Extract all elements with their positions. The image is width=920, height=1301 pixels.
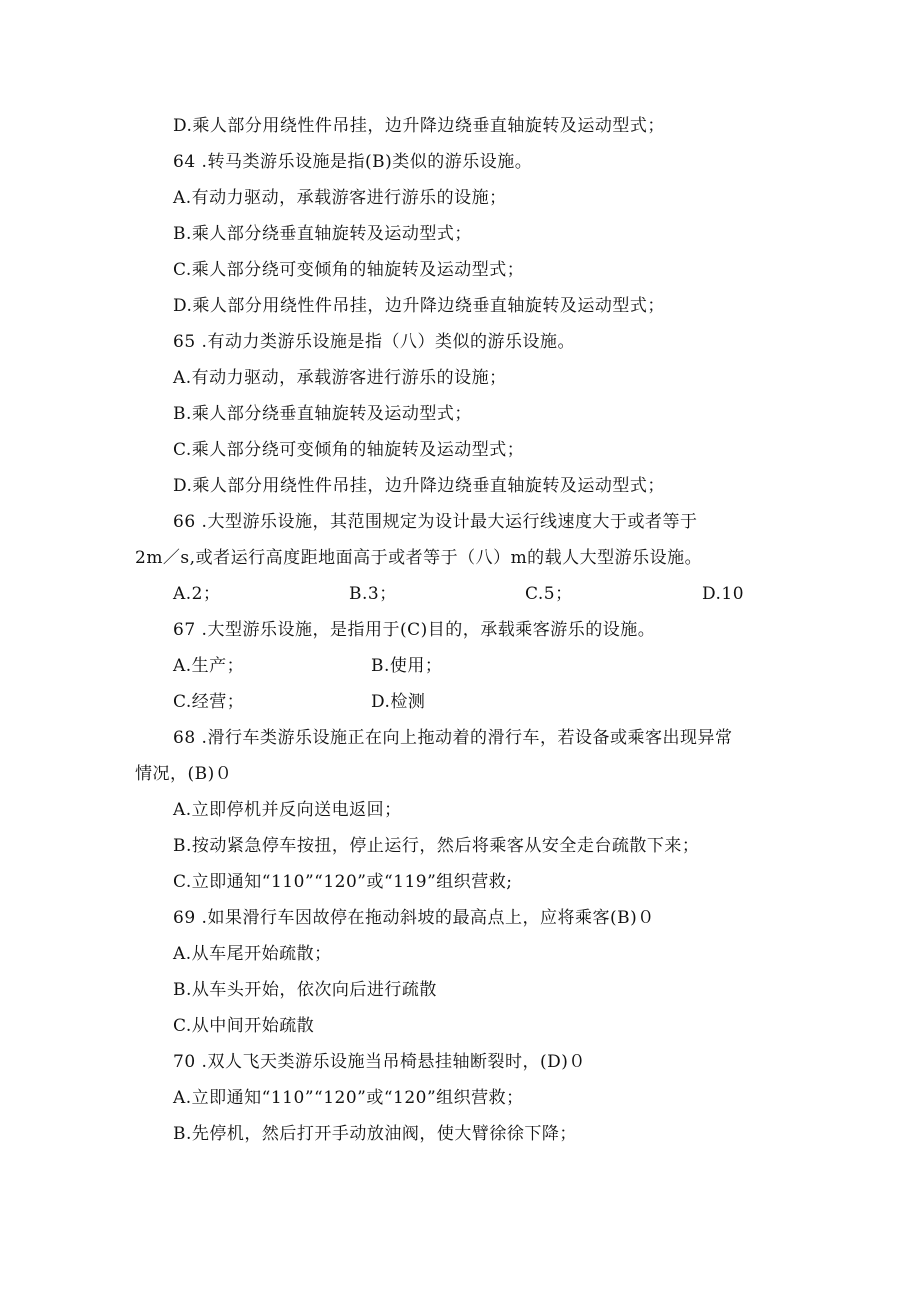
text-line: B.按动紧急停车按扭，停止运行，然后将乘客从安全走台疏散下来； (173, 836, 700, 856)
text-line: C.从中间开始疏散 (173, 1016, 315, 1036)
q67-option-d: D.检测 (371, 692, 426, 712)
question-69: 69 .如果滑行车因故停在拖动斜坡的最高点上，应将乘客(B)０ (173, 908, 655, 928)
q66-option-b: B.3； (349, 584, 397, 604)
text-line: B.先停机，然后打开手动放油阀，使大臂徐徐下降； (173, 1124, 577, 1144)
text-line: D.乘人部分用绕性件吊挂，边升降边绕垂直轴旋转及运动型式； (173, 476, 665, 496)
q66-option-a: A.2； (173, 584, 221, 604)
text-line: D.乘人部分用绕性件吊挂，边升降边绕垂直轴旋转及运动型式； (173, 116, 665, 136)
question-68-continued: 情况，(B)０ (135, 764, 233, 784)
text-line: A.从车尾开始疏散； (173, 944, 332, 964)
q67-options-row1 (173, 655, 573, 677)
question-68: 68 .滑行车类游乐设施正在向上拖动着的滑行车，若设备或乘客出现异常 (173, 728, 733, 748)
q67-option-a: A.生产； (173, 656, 245, 676)
text-line: B.乘人部分绕垂直轴旋转及运动型式； (173, 404, 472, 424)
q66-option-c: C.5； (525, 584, 573, 604)
q67-options-row2 (173, 691, 573, 713)
text-line: B.从车头开始，依次向后进行疏散 (173, 980, 437, 1000)
question-65: 65 .有动力类游乐设施是指（八）类似的游乐设施。 (173, 332, 575, 352)
text-line: C.立即通知“110”“120”或“119”组织营救; (173, 872, 513, 892)
question-66: 66 .大型游乐设施，其范围规定为设计最大运行线速度大于或者等于 (173, 512, 698, 532)
q66-options (173, 583, 773, 605)
text-line: C.乘人部分绕可变倾角的轴旋转及运动型式； (173, 260, 525, 280)
text-line: B.乘人部分绕垂直轴旋转及运动型式； (173, 224, 472, 244)
text-line: A.有动力驱动，承载游客进行游乐的设施； (173, 368, 507, 388)
q66-option-d: D.10 (702, 584, 745, 604)
q67-option-b: B.使用； (371, 656, 443, 676)
question-70: 70 .双人飞天类游乐设施当吊椅悬挂轴断裂时，(D)０ (173, 1052, 586, 1072)
question-67: 67 .大型游乐设施，是指用于(C)目的，承载乘客游乐的设施。 (173, 620, 656, 640)
text-line: D.乘人部分用绕性件吊挂，边升降边绕垂直轴旋转及运动型式； (173, 296, 665, 316)
text-line: A.立即通知“110”“120”或“120”组织营救； (173, 1088, 524, 1108)
question-64: 64 .转马类游乐设施是指(B)类似的游乐设施。 (173, 152, 533, 172)
text-line: A.有动力驱动，承载游客进行游乐的设施； (173, 188, 507, 208)
text-line: C.乘人部分绕可变倾角的轴旋转及运动型式； (173, 440, 525, 460)
text-line: A.立即停机并反向送电返回； (173, 800, 402, 820)
q67-option-c: C.经营； (173, 692, 245, 712)
question-66-continued: 2m／s,或者运行高度距地面高于或者等于（八）m的载人大型游乐设施。 (135, 548, 703, 568)
